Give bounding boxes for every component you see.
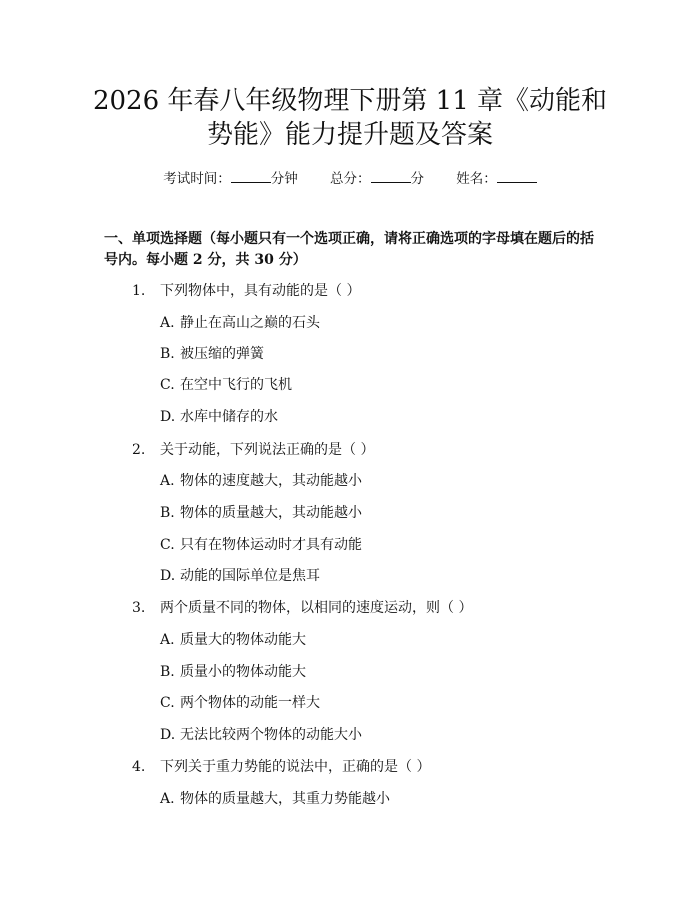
question-3 <box>132 598 472 618</box>
option-text: 质量大的物体动能大 <box>180 632 306 648</box>
option-text: 动能的国际单位是焦耳 <box>180 568 320 584</box>
option-text: 在空中飞行的飞机 <box>180 377 292 393</box>
question-4-option-a <box>160 789 390 809</box>
document-title-line-2: 势能》能力提升题及答案 <box>206 120 493 150</box>
student-name-label: 姓名： <box>456 171 497 187</box>
question-text: 两个质量不同的物体，以相同的速度运动，则（ ） <box>160 600 473 616</box>
question-number: 1. <box>132 283 146 299</box>
exam-info-row <box>0 169 700 189</box>
option-letter: A. <box>160 632 175 648</box>
option-letter: B. <box>160 346 175 362</box>
total-score-unit: 分 <box>410 171 424 187</box>
option-letter: D. <box>160 727 176 743</box>
total-score-blank <box>371 169 411 183</box>
question-1-option-c <box>160 375 292 395</box>
question-1 <box>132 281 360 301</box>
section-heading: 一、单项选择题（每小题只有一个选项正确，请将正确选项的字母填在题后的括号内。每小题 2 分，共 30 分） <box>104 231 594 268</box>
question-3-option-b <box>160 662 306 682</box>
question-3-option-d <box>160 725 362 745</box>
option-text: 物体的质量越大，其重力势能越小 <box>180 791 390 807</box>
option-text: 只有在物体运动时才具有动能 <box>180 537 362 553</box>
option-text: 被压缩的弹簧 <box>180 346 264 362</box>
document-title-line-1: 2026 年春八年级物理下册第 11 章《动能和 <box>92 86 608 116</box>
exam-time-label: 考试时间： <box>163 171 231 187</box>
option-letter: A. <box>160 315 175 331</box>
question-1-option-b <box>160 344 264 364</box>
option-text: 静止在高山之巅的石头 <box>180 315 320 331</box>
option-letter: D. <box>160 568 176 584</box>
total-score-field <box>330 171 428 187</box>
question-text: 下列关于重力势能的说法中，正确的是（ ） <box>160 759 431 775</box>
option-letter: A. <box>160 473 175 489</box>
option-letter: C. <box>160 695 175 711</box>
exam-time-unit: 分钟 <box>270 171 298 187</box>
question-3-option-c <box>160 693 320 713</box>
option-text: 水库中储存的水 <box>180 409 278 425</box>
question-2-option-d <box>160 566 320 586</box>
option-letter: C. <box>160 377 175 393</box>
total-score-label: 总分： <box>330 171 371 187</box>
option-letter: B. <box>160 664 175 680</box>
option-letter: D. <box>160 409 176 425</box>
question-2 <box>132 440 374 460</box>
question-number: 4. <box>132 759 146 775</box>
question-2-option-b <box>160 503 362 523</box>
option-text: 物体的速度越大，其动能越小 <box>180 473 362 489</box>
option-letter: A. <box>160 791 175 807</box>
student-name-field <box>456 171 537 187</box>
question-number: 2. <box>132 442 146 458</box>
question-3-option-a <box>160 630 306 650</box>
question-4 <box>132 757 430 777</box>
exam-time-blank <box>231 169 271 183</box>
question-1-option-d <box>160 407 278 427</box>
question-text: 关于动能，下列说法正确的是（ ） <box>160 442 375 458</box>
option-letter: B. <box>160 505 175 521</box>
option-letter: C. <box>160 537 175 553</box>
option-text: 物体的质量越大，其动能越小 <box>180 505 362 521</box>
option-text: 无法比较两个物体的动能大小 <box>180 727 362 743</box>
question-2-option-a <box>160 471 362 491</box>
question-1-option-a <box>160 313 320 333</box>
question-number: 3. <box>132 600 146 616</box>
question-2-option-c <box>160 535 362 555</box>
option-text: 质量小的物体动能大 <box>180 664 306 680</box>
exam-time-field <box>163 171 302 187</box>
student-name-blank <box>497 169 537 183</box>
question-text: 下列物体中，具有动能的是（ ） <box>160 283 361 299</box>
option-text: 两个物体的动能一样大 <box>180 695 320 711</box>
